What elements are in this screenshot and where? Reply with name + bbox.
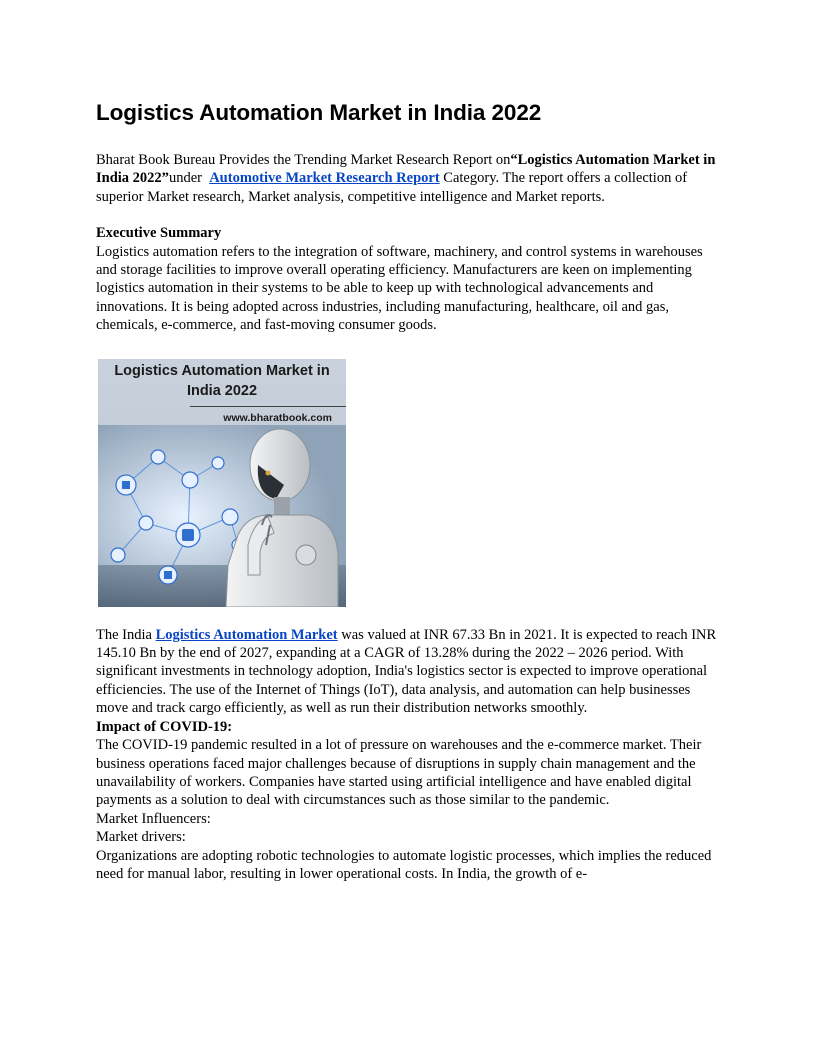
- market-lead: The India: [96, 626, 156, 643]
- executive-summary-heading: Executive Summary: [96, 225, 222, 242]
- page-title: Logistics Automation Market in India 2022: [96, 100, 542, 125]
- intro-tail: Category. The report offers a collection of superior Market research, Market analysis, competitive intelligence and Market reports.: [96, 170, 688, 205]
- promo-url: www.bharatbook.com: [223, 411, 332, 424]
- document-page: [96, 0, 720, 883]
- intro-under: under: [168, 170, 210, 187]
- category-link[interactable]: Automotive Market Research Report: [209, 170, 440, 187]
- promo-title: [98, 359, 346, 401]
- market-body: was valued at INR 67.33 Bn in 2021. It is expected to reach INR 145.10 Bn by the end of 2027, expanding at a CAGR of 13.28% during the 2022 – 2026 period. With significant investments in technology adoption, India's logistics sector is expected to improve operational efficiencies. The use of the Internet of Things (IoT), data analysis, and automation can help businesses move and track cargo efficiently, as well as run their distribution networks smoothly.: [96, 626, 717, 717]
- intro-lead: Bharat Book Bureau Provides the Trending Market Research Report on: [96, 152, 511, 168]
- promo-title-line1: Logistics Automation Market in: [114, 362, 330, 379]
- robot-network-illustration: [98, 425, 346, 607]
- promo-image: [98, 359, 346, 607]
- market-paragraph: [96, 626, 720, 718]
- intro-paragraph: [96, 151, 720, 206]
- market-link[interactable]: Logistics Automation Market: [155, 626, 338, 643]
- covid-body: The COVID-19 pandemic resulted in a lot of pressure on warehouses and the e-commerce market. Their business operations faced major challenges because of disruptions in supply chain management and the unavailability of workers. Companies have started using artificial intelligence and have enabled digital payments as a solution to deal with circumstances such as those similar to the pandemic.: [96, 737, 702, 809]
- drivers-heading: Market drivers:: [96, 829, 186, 846]
- promo-title-line2: India 2022: [186, 382, 258, 399]
- promo-rule: [190, 406, 346, 407]
- influencers-heading: Market Influencers:: [96, 810, 211, 827]
- report-name: “Logistics Automation Market in India 2022”: [96, 152, 716, 187]
- covid-heading: Impact of COVID-19:: [96, 718, 233, 735]
- drivers-body: Organizations are adopting robotic technologies to automate logistic processes, which implies the reduced need for manual labor, resulting in lower operational costs. In India, the growth of e-: [96, 847, 712, 882]
- executive-summary-body: Logistics automation refers to the integration of software, machinery, and control systems in warehouses and storage facilities to improve overall operating efficiency. Manufacturers are keen on implementing logistics automation in their systems to be able to keep up with technological advancements and innovations. It is being adopted across industries, including manufacturing, healthcare, oil and gas, chemicals, e-commerce, and fast-moving consumer goods.: [96, 243, 703, 334]
